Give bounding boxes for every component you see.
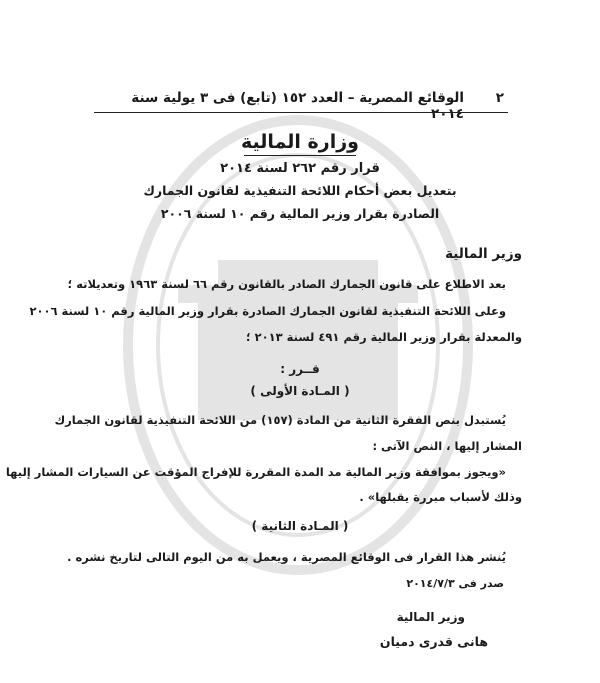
gazette-title: الوقائع المصرية – العدد ١٥٢ (تابع) فى ٣ يولية سنة ٢٠١٤ xyxy=(131,90,464,122)
preamble-line: بعد الاطلاع على قانون الجمارك الصادر بالقانون رقم ٦٦ لسنة ١٩٦٣ وتعديلاته ؛ xyxy=(67,277,506,291)
decided-heading: قــرر : xyxy=(280,362,320,376)
ministry-title: وزارة المالية xyxy=(241,131,359,153)
article1-line: يُستبدل بنص الفقرة الثانية من المادة (١٥٧) من اللائحة التنفيذية لقانون الجمارك xyxy=(54,413,506,427)
article1-heading: ( المـادة الأولى ) xyxy=(250,384,350,398)
decree-number: قرار رقم ٢٦٢ لسنة ٢٠١٤ xyxy=(220,161,380,176)
signatory-title: وزير المالية xyxy=(396,610,465,624)
article2-heading: ( المـادة الثانية ) xyxy=(251,519,349,533)
preamble-line: وعلى اللائحة التنفيذية لقانون الجمارك الصادرة بقرار وزير المالية رقم ١٠ لسنة ٢٠٠٦ xyxy=(29,304,506,318)
article1-line: «ويجوز بموافقة وزير المالية مد المدة المقررة للإفراج المؤقت عن السيارات المشار إليها xyxy=(5,465,506,479)
issuer-title: وزير المالية xyxy=(445,246,522,262)
issue-date: صدر فى ٢٠١٤/٧/٣ xyxy=(406,577,504,590)
page-number: ٢ xyxy=(495,90,504,106)
header-divider xyxy=(94,112,508,113)
signatory-name: هانى قدرى دميان xyxy=(379,634,488,649)
preamble-line: والمعدلة بقرار وزير المالية رقم ٤٩١ لسنة ٢٠١٣ ؛ xyxy=(245,330,522,344)
decree-subject-line2: الصادرة بقرار وزير المالية رقم ١٠ لسنة ٢٠٠٦ xyxy=(160,206,440,221)
article2-line: يُنشر هذا القرار فى الوقائع المصرية ، ويعمل به من اليوم التالى لتاريخ نشره . xyxy=(67,550,506,564)
decree-subject-line1: بتعديل بعض أحكام اللائحة التنفيذية لقانون الجمارك xyxy=(143,183,457,198)
ministry-underline xyxy=(244,155,356,156)
article1-line: المشار إليها ، النص الآتى : xyxy=(372,439,522,453)
article1-line: وذلك لأسباب مبررة يقبلها» . xyxy=(359,490,522,504)
